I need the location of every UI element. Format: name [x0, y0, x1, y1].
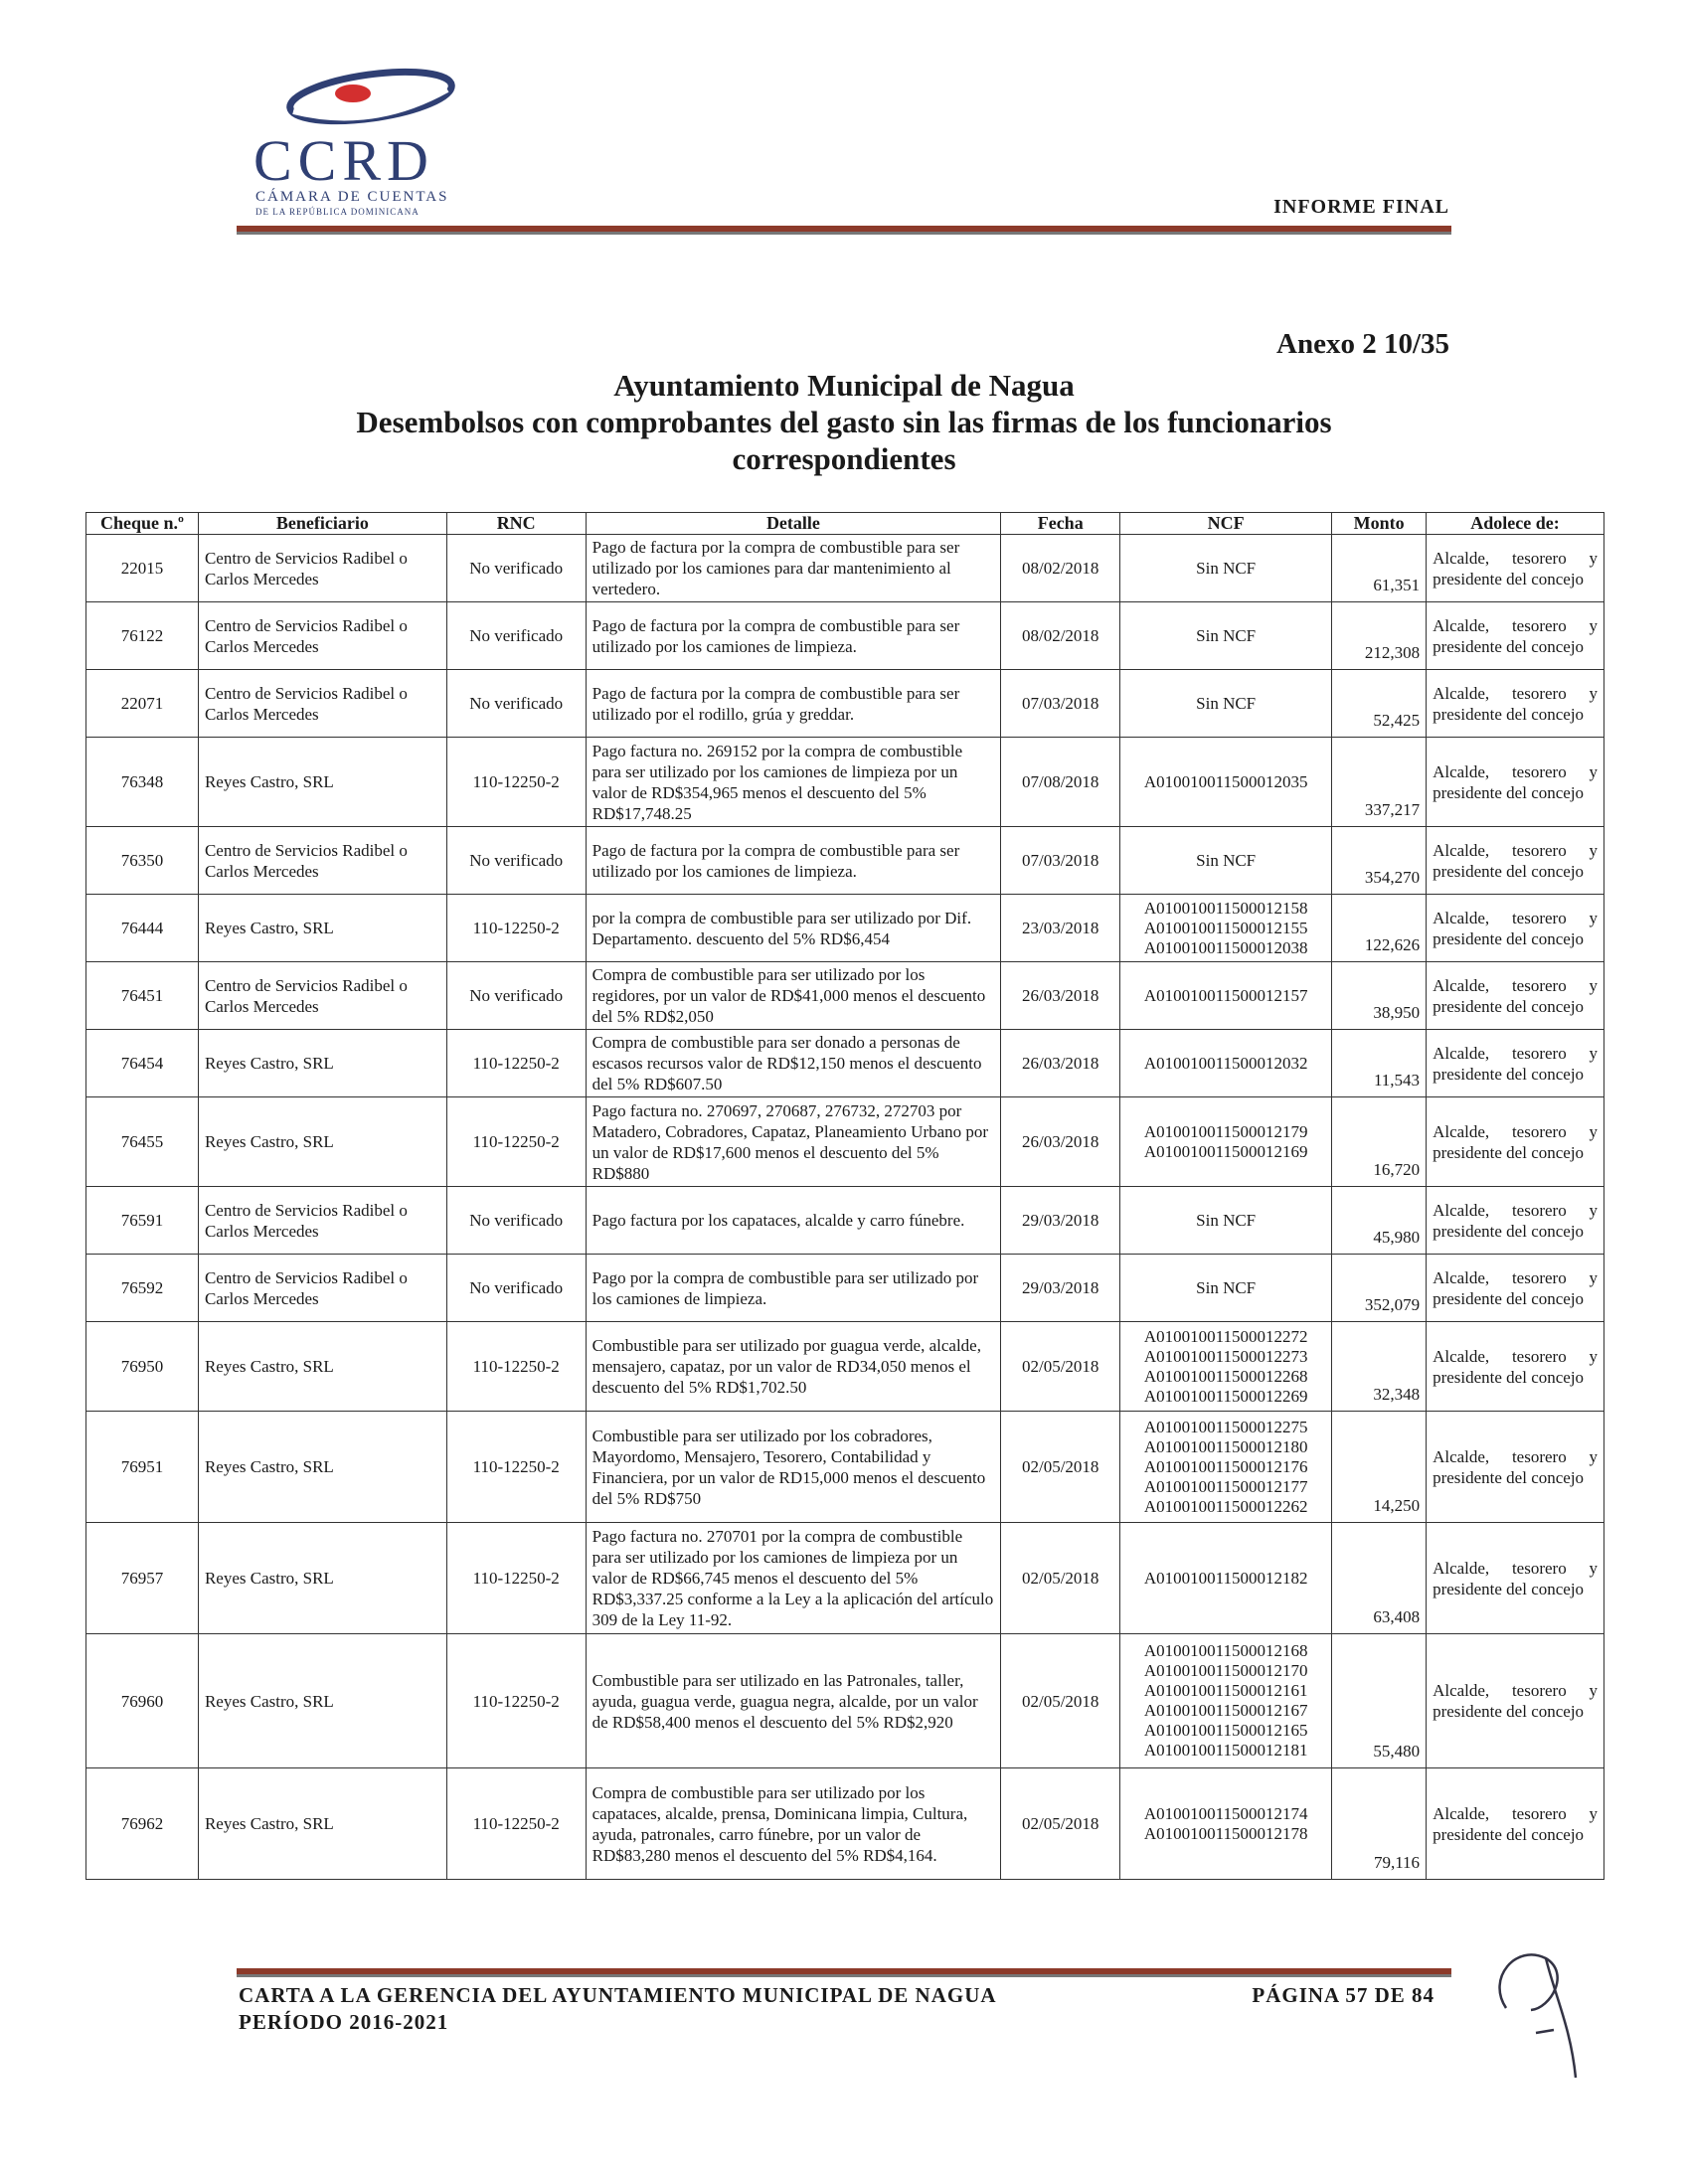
cell-beneficiario: Centro de Servicios Radibel o Carlos Mercedes — [198, 535, 446, 602]
cell-cheque: 76455 — [86, 1097, 199, 1187]
cell-monto: 79,116 — [1332, 1768, 1427, 1880]
cell-adolece: Alcalde, tesorero y presidente del concejo — [1427, 670, 1604, 738]
ncf-value: Sin NCF — [1196, 625, 1257, 645]
cell-fecha: 08/02/2018 — [1001, 535, 1120, 602]
cell-beneficiario: Reyes Castro, SRL — [198, 895, 446, 962]
cell-fecha: 26/03/2018 — [1001, 962, 1120, 1030]
table-row — [86, 962, 1604, 1030]
cell-ncf — [1120, 535, 1332, 602]
cell-rnc: No verificado — [446, 535, 586, 602]
cell-detalle: Combustible para ser utilizado por guagua verde, alcalde, mensajero, capataz, por un valor de RD34,050 menos el descuento del 5% RD$1,702.50 — [586, 1322, 1001, 1412]
cell-ncf — [1120, 1523, 1332, 1634]
cell-ncf — [1120, 962, 1332, 1030]
cell-beneficiario: Centro de Servicios Radibel o Carlos Mercedes — [198, 962, 446, 1030]
table-row — [86, 738, 1604, 827]
table-header — [86, 513, 1604, 535]
cell-cheque: 76454 — [86, 1030, 199, 1097]
cell-ncf — [1120, 670, 1332, 738]
col-adolece: Adolece de: — [1427, 513, 1604, 535]
header-divider — [237, 226, 1451, 235]
cell-detalle: Pago factura no. 270697, 270687, 276732, 272703 por Matadero, Cobradores, Capataz, Planeamiento Urbano por un valor de RD$17,600 menos el descuento del 5% RD$880 — [586, 1097, 1001, 1187]
cell-adolece: Alcalde, tesorero y presidente del concejo — [1427, 1097, 1604, 1187]
ncf-value: A010010011500012269 — [1143, 1386, 1308, 1406]
cell-monto: 45,980 — [1332, 1187, 1427, 1255]
logo-emblem-icon — [253, 62, 502, 131]
cell-adolece: Alcalde, tesorero y presidente del concejo — [1427, 602, 1604, 670]
table-row — [86, 827, 1604, 895]
ncf-value: A010010011500012178 — [1143, 1823, 1308, 1843]
cell-detalle: Compra de combustible para ser donado a personas de escasos recursos valor de RD$12,150 menos el descuento del 5% RD$607.50 — [586, 1030, 1001, 1097]
ncf-value: Sin NCF — [1196, 850, 1257, 870]
cell-monto: 61,351 — [1332, 535, 1427, 602]
cell-ncf — [1120, 1097, 1332, 1187]
logo-subtitle: CÁMARA DE CUENTAS — [255, 189, 449, 205]
cell-monto: 337,217 — [1332, 738, 1427, 827]
report-label: INFORME FINAL — [1273, 196, 1449, 218]
cell-ncf — [1120, 1634, 1332, 1768]
ncf-value: A010010011500012161 — [1143, 1681, 1308, 1700]
table-row — [86, 1097, 1604, 1187]
disbursements-table — [85, 512, 1604, 1880]
ncf-value: A010010011500012157 — [1143, 985, 1308, 1005]
cell-cheque: 22015 — [86, 535, 199, 602]
cell-detalle: por la compra de combustible para ser utilizado por Dif. Departamento. descuento del 5% RD$6,454 — [586, 895, 1001, 962]
cell-beneficiario: Reyes Castro, SRL — [198, 1097, 446, 1187]
cell-cheque: 76591 — [86, 1187, 199, 1255]
cell-ncf — [1120, 1187, 1332, 1255]
ncf-value: A010010011500012155 — [1143, 918, 1308, 937]
cell-beneficiario: Reyes Castro, SRL — [198, 1030, 446, 1097]
col-beneficiario: Beneficiario — [198, 513, 446, 535]
cell-adolece: Alcalde, tesorero y presidente del concejo — [1427, 1322, 1604, 1412]
cell-beneficiario: Reyes Castro, SRL — [198, 1634, 446, 1768]
cell-detalle: Combustible para ser utilizado por los cobradores, Mayordomo, Mensajero, Tesorero, Contabilidad y Financiera, por un valor de RD15,000 menos el descuento del 5% RD$750 — [586, 1412, 1001, 1523]
cell-ncf — [1120, 1255, 1332, 1322]
cell-ncf — [1120, 738, 1332, 827]
cell-adolece: Alcalde, tesorero y presidente del concejo — [1427, 1187, 1604, 1255]
cell-adolece: Alcalde, tesorero y presidente del concejo — [1427, 1030, 1604, 1097]
cell-cheque: 76957 — [86, 1523, 199, 1634]
cell-fecha: 02/05/2018 — [1001, 1523, 1120, 1634]
table-row — [86, 1768, 1604, 1880]
cell-detalle: Compra de combustible para ser utilizado por los regidores, por un valor de RD$41,000 menos el descuento del 5% RD$2,050 — [586, 962, 1001, 1030]
cell-adolece: Alcalde, tesorero y presidente del concejo — [1427, 1523, 1604, 1634]
footer-period: PERÍODO 2016-2021 — [239, 2010, 449, 2034]
cell-beneficiario: Centro de Servicios Radibel o Carlos Mercedes — [198, 1187, 446, 1255]
cell-rnc: No verificado — [446, 1187, 586, 1255]
logo-subtitle-2: DE LA REPÚBLICA DOMINICANA — [255, 207, 420, 217]
cell-beneficiario: Centro de Servicios Radibel o Carlos Mercedes — [198, 1255, 446, 1322]
cell-fecha: 02/05/2018 — [1001, 1322, 1120, 1412]
cell-cheque: 76960 — [86, 1634, 199, 1768]
annex-label: Anexo 2 10/35 — [1276, 328, 1449, 360]
cell-fecha: 08/02/2018 — [1001, 602, 1120, 670]
cell-detalle: Pago de factura por la compra de combustible para ser utilizado por los camiones de limpieza. — [586, 602, 1001, 670]
signature-initials — [1476, 1938, 1615, 2098]
cell-fecha: 29/03/2018 — [1001, 1255, 1120, 1322]
cell-rnc: 110-12250-2 — [446, 1322, 586, 1412]
ncf-value: Sin NCF — [1196, 1277, 1257, 1297]
table-row — [86, 895, 1604, 962]
cell-rnc: No verificado — [446, 962, 586, 1030]
cell-rnc: 110-12250-2 — [446, 738, 586, 827]
ncf-value: A010010011500012181 — [1143, 1741, 1308, 1760]
cell-ncf — [1120, 1322, 1332, 1412]
cell-fecha: 26/03/2018 — [1001, 1097, 1120, 1187]
cell-detalle: Pago de factura por la compra de combustible para ser utilizado por los camiones para dar mantenimiento al vertedero. — [586, 535, 1001, 602]
cell-fecha: 02/05/2018 — [1001, 1768, 1120, 1880]
cell-ncf — [1120, 827, 1332, 895]
ccrd-logo — [253, 62, 502, 217]
cell-monto: 16,720 — [1332, 1097, 1427, 1187]
cell-cheque: 76348 — [86, 738, 199, 827]
cell-cheque: 76962 — [86, 1768, 199, 1880]
footer-title: CARTA A LA GERENCIA DEL AYUNTAMIENTO MUNICIPAL DE NAGUA — [239, 1983, 997, 2007]
cell-beneficiario: Centro de Servicios Radibel o Carlos Mercedes — [198, 602, 446, 670]
page-subtitle-2: correspondientes — [732, 441, 956, 476]
table-row — [86, 1322, 1604, 1412]
cell-detalle: Pago factura por los capataces, alcalde y carro fúnebre. — [586, 1187, 1001, 1255]
cell-rnc: 110-12250-2 — [446, 1412, 586, 1523]
col-ncf: NCF — [1120, 513, 1332, 535]
cell-adolece: Alcalde, tesorero y presidente del concejo — [1427, 827, 1604, 895]
table-row — [86, 1412, 1604, 1523]
cell-beneficiario: Reyes Castro, SRL — [198, 1768, 446, 1880]
logo-text: CCRD — [253, 128, 434, 193]
cell-detalle: Pago factura no. 269152 por la compra de combustible para ser utilizado por los camiones de limpieza por un valor de RD$354,965 menos el descuento del 5% RD$17,748.25 — [586, 738, 1001, 827]
cell-detalle: Compra de combustible para ser utilizado por los capataces, alcalde, prensa, Dominicana limpia, Cultura, ayuda, patronales, carro fúnebre, por un valor de RD$83,280 menos el descuento del 5% RD$4,164. — [586, 1768, 1001, 1880]
ncf-value: A010010011500012038 — [1143, 937, 1308, 957]
cell-rnc: No verificado — [446, 827, 586, 895]
cell-rnc: 110-12250-2 — [446, 1030, 586, 1097]
table-row — [86, 1255, 1604, 1322]
table-row — [86, 1634, 1604, 1768]
ncf-value: A010010011500012170 — [1143, 1661, 1308, 1680]
cell-monto: 122,626 — [1332, 895, 1427, 962]
cell-monto: 11,543 — [1332, 1030, 1427, 1097]
cell-adolece: Alcalde, tesorero y presidente del concejo — [1427, 1412, 1604, 1523]
cell-cheque: 22071 — [86, 670, 199, 738]
cell-ncf — [1120, 1030, 1332, 1097]
cell-fecha: 07/03/2018 — [1001, 827, 1120, 895]
table-row — [86, 602, 1604, 670]
ncf-value: A010010011500012169 — [1143, 1141, 1308, 1161]
ncf-value: A010010011500012174 — [1143, 1803, 1308, 1823]
cell-cheque: 76451 — [86, 962, 199, 1030]
col-fecha: Fecha — [1001, 513, 1120, 535]
footer-divider — [237, 1968, 1451, 1977]
cell-ncf — [1120, 602, 1332, 670]
table-row — [86, 1030, 1604, 1097]
cell-rnc: No verificado — [446, 602, 586, 670]
cell-adolece: Alcalde, tesorero y presidente del concejo — [1427, 535, 1604, 602]
cell-monto: 354,270 — [1332, 827, 1427, 895]
table-row — [86, 670, 1604, 738]
ncf-value: A010010011500012032 — [1143, 1053, 1308, 1073]
cell-fecha: 23/03/2018 — [1001, 895, 1120, 962]
cell-monto: 32,348 — [1332, 1322, 1427, 1412]
ncf-value: A010010011500012179 — [1143, 1121, 1308, 1141]
cell-rnc: 110-12250-2 — [446, 1097, 586, 1187]
cell-adolece: Alcalde, tesorero y presidente del concejo — [1427, 962, 1604, 1030]
cell-fecha: 07/03/2018 — [1001, 670, 1120, 738]
cell-monto: 38,950 — [1332, 962, 1427, 1030]
cell-detalle: Pago de factura por la compra de combustible para ser utilizado por el rodillo, grúa y greddar. — [586, 670, 1001, 738]
ncf-value: A010010011500012165 — [1143, 1721, 1308, 1740]
col-detalle: Detalle — [586, 513, 1001, 535]
cell-monto: 52,425 — [1332, 670, 1427, 738]
ncf-value: Sin NCF — [1196, 693, 1257, 713]
ncf-value: A010010011500012168 — [1143, 1641, 1308, 1660]
ncf-value: A010010011500012167 — [1143, 1701, 1308, 1720]
page-number: PÁGINA 57 DE 84 — [1252, 1983, 1435, 2007]
cell-adolece: Alcalde, tesorero y presidente del concejo — [1427, 738, 1604, 827]
cell-monto: 14,250 — [1332, 1412, 1427, 1523]
cell-rnc: No verificado — [446, 1255, 586, 1322]
cell-adolece: Alcalde, tesorero y presidente del concejo — [1427, 895, 1604, 962]
cell-detalle: Pago de factura por la compra de combustible para ser utilizado por los camiones de limpieza. — [586, 827, 1001, 895]
cell-fecha: 07/08/2018 — [1001, 738, 1120, 827]
page-title: Ayuntamiento Municipal de Nagua — [613, 368, 1075, 403]
cell-rnc: No verificado — [446, 670, 586, 738]
page-subtitle: Desembolsos con comprobantes del gasto sin las firmas de los funcionarios — [356, 405, 1332, 439]
cell-monto: 55,480 — [1332, 1634, 1427, 1768]
cell-detalle: Pago por la compra de combustible para ser utilizado por los camiones de limpieza. — [586, 1255, 1001, 1322]
ncf-value: A010010011500012177 — [1143, 1476, 1308, 1496]
cell-cheque: 76950 — [86, 1322, 199, 1412]
ncf-value: A010010011500012176 — [1143, 1456, 1308, 1476]
cell-adolece: Alcalde, tesorero y presidente del concejo — [1427, 1255, 1604, 1322]
cell-rnc: 110-12250-2 — [446, 1634, 586, 1768]
cell-ncf — [1120, 1412, 1332, 1523]
col-cheque: Cheque n.º — [86, 513, 199, 535]
table-row — [86, 1523, 1604, 1634]
cell-rnc: 110-12250-2 — [446, 895, 586, 962]
cell-cheque: 76350 — [86, 827, 199, 895]
ncf-value: A010010011500012262 — [1143, 1496, 1308, 1516]
ncf-value: A010010011500012035 — [1143, 771, 1308, 791]
ncf-value: A010010011500012182 — [1143, 1568, 1308, 1588]
cell-adolece: Alcalde, tesorero y presidente del concejo — [1427, 1634, 1604, 1768]
ncf-value: A010010011500012273 — [1143, 1346, 1308, 1366]
table-row — [86, 535, 1604, 602]
cell-beneficiario: Centro de Servicios Radibel o Carlos Mercedes — [198, 670, 446, 738]
cell-detalle: Pago factura no. 270701 por la compra de combustible para ser utilizado por los camiones de limpieza por un valor de RD$66,745 menos el descuento del 5% RD$3,337.25 conforme a la Ley a la aplicación del artículo 309 de la Ley 11-92. — [586, 1523, 1001, 1634]
ncf-value: A010010011500012158 — [1143, 898, 1308, 918]
cell-beneficiario: Reyes Castro, SRL — [198, 1412, 446, 1523]
cell-monto: 212,308 — [1332, 602, 1427, 670]
cell-rnc: 110-12250-2 — [446, 1523, 586, 1634]
cell-monto: 352,079 — [1332, 1255, 1427, 1322]
col-rnc: RNC — [446, 513, 586, 535]
cell-beneficiario: Reyes Castro, SRL — [198, 738, 446, 827]
table-row — [86, 1187, 1604, 1255]
cell-ncf — [1120, 895, 1332, 962]
cell-fecha: 02/05/2018 — [1001, 1634, 1120, 1768]
cell-ncf — [1120, 1768, 1332, 1880]
cell-beneficiario: Centro de Servicios Radibel o Carlos Mercedes — [198, 827, 446, 895]
cell-fecha: 29/03/2018 — [1001, 1187, 1120, 1255]
col-monto: Monto — [1332, 513, 1427, 535]
ncf-value: A010010011500012180 — [1143, 1436, 1308, 1456]
ncf-value: Sin NCF — [1196, 558, 1257, 578]
cell-fecha: 02/05/2018 — [1001, 1412, 1120, 1523]
cell-cheque: 76592 — [86, 1255, 199, 1322]
cell-beneficiario: Reyes Castro, SRL — [198, 1322, 446, 1412]
ncf-value: A010010011500012272 — [1143, 1326, 1308, 1346]
cell-cheque: 76951 — [86, 1412, 199, 1523]
cell-beneficiario: Reyes Castro, SRL — [198, 1523, 446, 1634]
cell-adolece: Alcalde, tesorero y presidente del concejo — [1427, 1768, 1604, 1880]
cell-detalle: Combustible para ser utilizado en las Patronales, taller, ayuda, guagua verde, guagua negra, alcalde, por un valor de RD$58,400 menos el descuento del 5% RD$2,920 — [586, 1634, 1001, 1768]
ncf-value: A010010011500012275 — [1143, 1417, 1308, 1436]
cell-monto: 63,408 — [1332, 1523, 1427, 1634]
ncf-value: Sin NCF — [1196, 1210, 1257, 1230]
cell-cheque: 76122 — [86, 602, 199, 670]
ncf-value: A010010011500012268 — [1143, 1366, 1308, 1386]
cell-fecha: 26/03/2018 — [1001, 1030, 1120, 1097]
cell-cheque: 76444 — [86, 895, 199, 962]
cell-rnc: 110-12250-2 — [446, 1768, 586, 1880]
